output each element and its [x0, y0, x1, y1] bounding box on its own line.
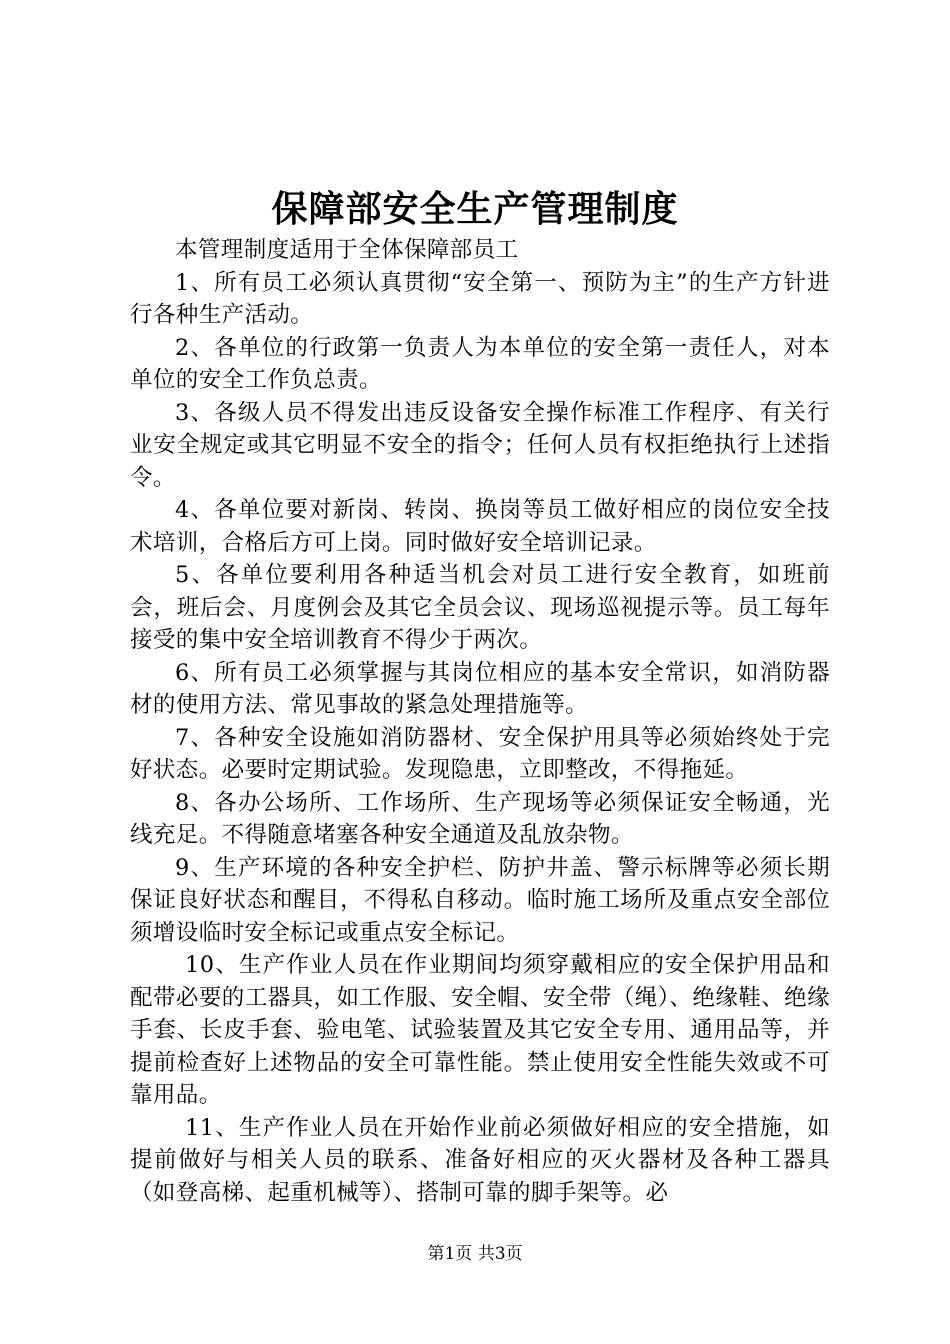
- clause-9: 9、生产环境的各种安全护栏、防护井盖、警示标牌等必须长期保证良好状态和醒目，不得私自移动。临时施工场所及重点安全部位须增设临时安全标记或重点安全标记。: [130, 854, 830, 946]
- clause-6: 6、所有员工必须掌握与其岗位相应的基本安全常识，如消防器材的使用方法、常见事故的紧急处理措施等。: [130, 659, 830, 718]
- clause-4: 4、各单位要对新岗、转岗、换岗等员工做好相应的岗位安全技术培训，合格后方可上岗。同时做好安全培训记录。: [130, 497, 830, 556]
- clause-10: 10、生产作业人员在作业期间均须穿戴相应的安全保护用品和配带必要的工器具，如工作服、安全帽、安全带（绳）、绝缘鞋、绝缘手套、长皮手套、验电笔、试验装置及其它安全专用、通用品等，并提前检查好上述物品的安全可靠性能。禁止使用安全性能失效或不可靠用品。: [130, 952, 830, 1108]
- clause-8: 8、各办公场所、工作场所、生产现场等必须保证安全畅通，光线充足。不得随意堵塞各种安全通道及乱放杂物。: [130, 789, 830, 848]
- clause-7: 7、各种安全设施如消防器材、安全保护用具等必须始终处于完好状态。必要时定期试验。发现隐患，立即整改，不得拖延。: [130, 724, 830, 783]
- clause-3: 3、各级人员不得发出违反设备安全操作标准工作程序、有关行业安全规定或其它明显不安全的指令；任何人员有权拒绝执行上述指令。: [130, 399, 830, 491]
- clause-2: 2、各单位的行政第一负责人为本单位的安全第一责任人，对本单位的安全工作负总责。: [130, 334, 830, 393]
- clause-1: 1、所有员工必须认真贯彻“安全第一、预防为主”的生产方针进行各种生产活动。: [130, 269, 830, 328]
- document-body: [130, 234, 830, 1209]
- clause-5: 5、各单位要利用各种适当机会对员工进行安全教育，如班前会，班后会、月度例会及其它全员会议、现场巡视提示等。员工每年接受的集中安全培训教育不得少于两次。: [130, 562, 830, 653]
- page-number-footer: 第1页 共3页: [427, 1244, 523, 1264]
- clause-11: 11、生产作业人员在开始作业前必须做好相应的安全措施，如提前做好与相关人员的联系、准备好相应的灭火器材及各种工器具（如登高梯、起重机械等）、搭制可靠的脚手架等。必: [130, 1114, 830, 1206]
- intro-paragraph: 本管理制度适用于全体保障部员工: [175, 237, 519, 263]
- document-title: 保障部安全生产管理制度: [271, 188, 679, 230]
